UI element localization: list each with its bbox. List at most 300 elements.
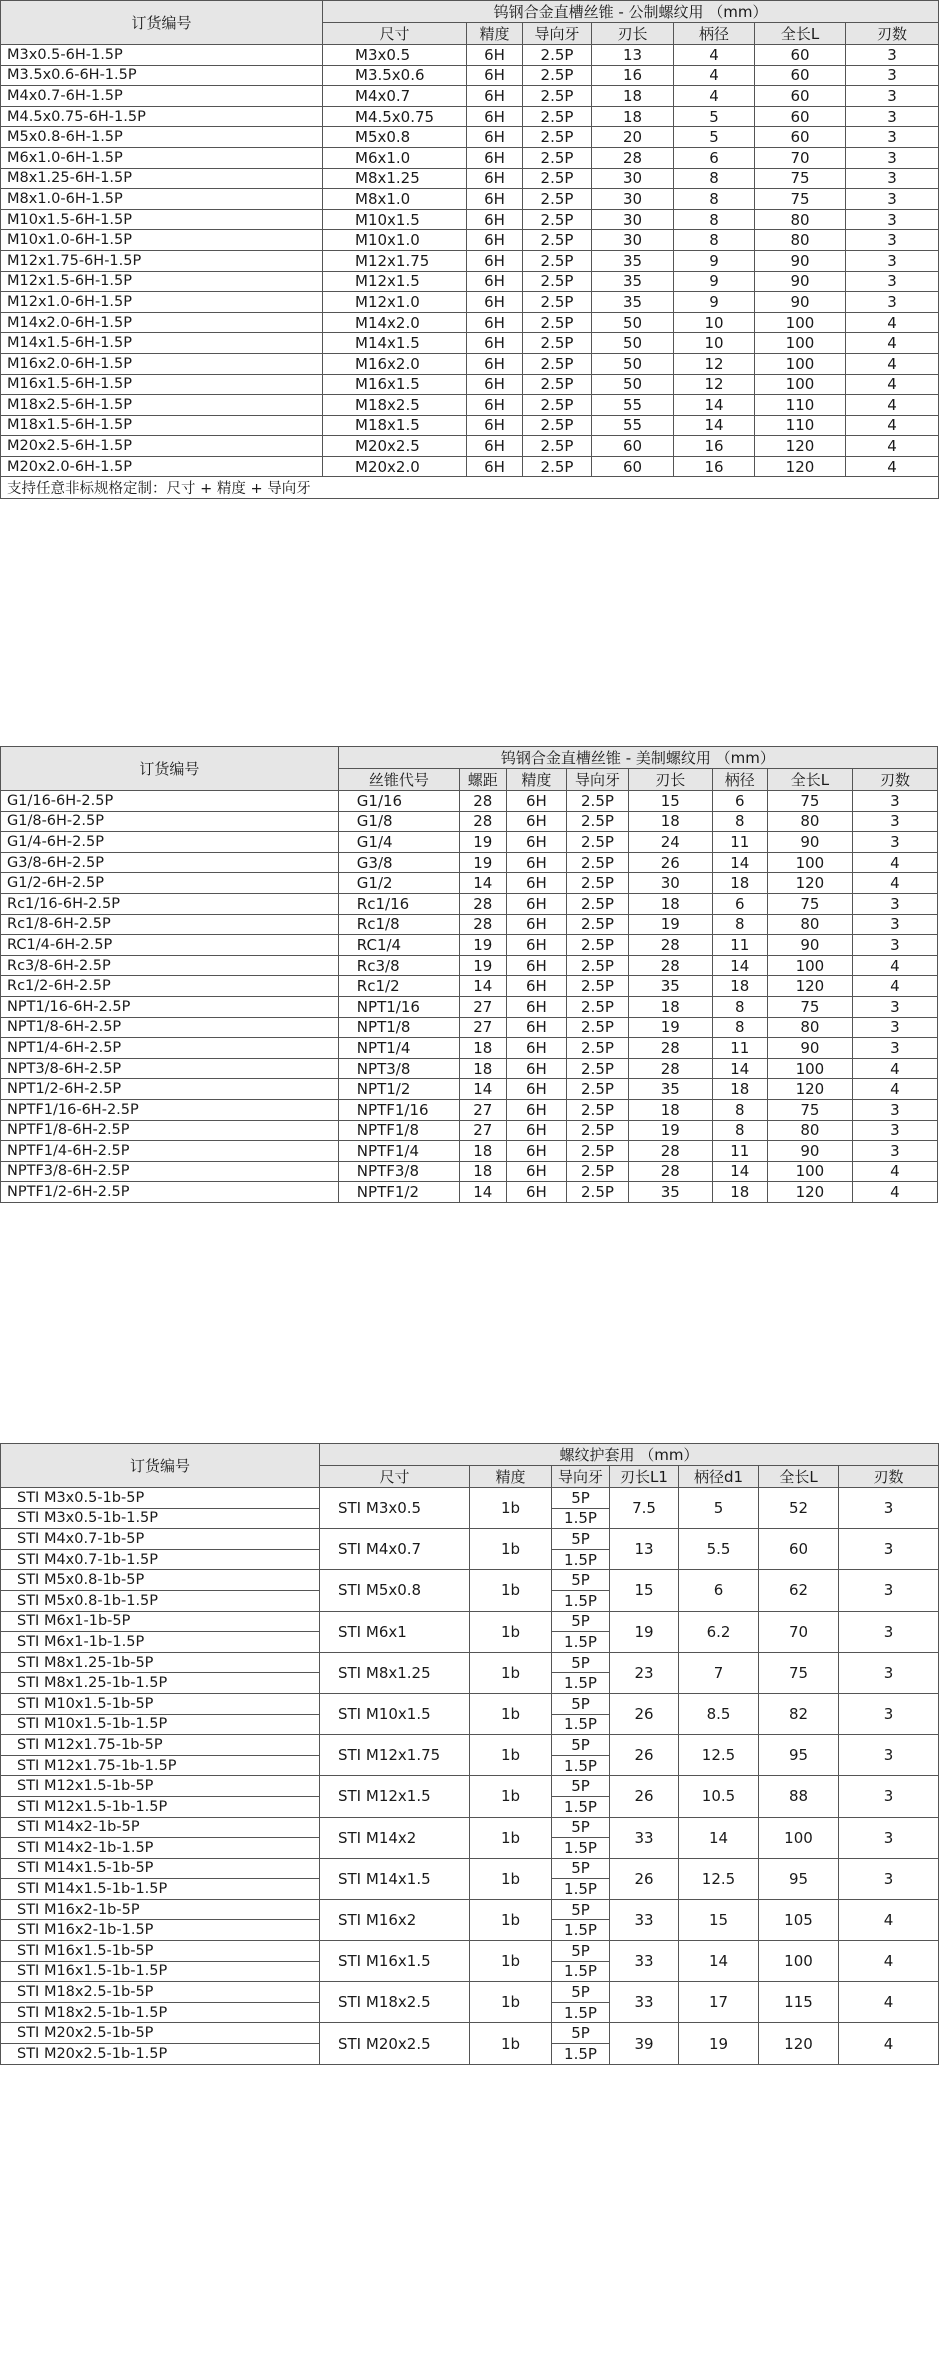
order-code-cell: M20x2.0-6H-1.5P xyxy=(1,456,323,477)
table-title: 钨钢合金直槽丝锥 - 公制螺纹用 （mm） xyxy=(323,1,939,23)
thread-pitch-cell: 18 xyxy=(459,1038,506,1059)
flute-length-cell: 60 xyxy=(592,456,674,477)
shank-diameter-cell: 18 xyxy=(712,1182,767,1203)
order-code-cell: STI M5x0.8-1b-1.5P xyxy=(1,1590,320,1611)
size-cell: STI M14x1.5 xyxy=(320,1858,470,1899)
column-header: 螺距 xyxy=(459,769,506,791)
order-code-cell: M14x2.0-6H-1.5P xyxy=(1,312,323,333)
order-code-cell: STI M6x1-1b-1.5P xyxy=(1,1632,320,1653)
guide-thread-cell: 5P xyxy=(552,1529,610,1550)
guide-thread-cell: 2.5P xyxy=(523,45,592,66)
table-row xyxy=(1,147,939,168)
guide-thread-cell: 2.5P xyxy=(523,86,592,107)
order-code-cell: NPTF1/8-6H-2.5P xyxy=(1,1120,339,1141)
guide-thread-cell: 1.5P xyxy=(552,1714,610,1735)
flute-count-cell: 3 xyxy=(846,147,939,168)
flute-length-cell: 28 xyxy=(628,935,712,956)
overall-length-cell: 60 xyxy=(755,106,846,127)
order-code-cell: M18x1.5-6H-1.5P xyxy=(1,415,323,436)
flute-count-cell: 3 xyxy=(852,1038,937,1059)
flute-count-cell: 3 xyxy=(852,996,937,1017)
flute-length-cell: 30 xyxy=(592,168,674,189)
size-cell: STI M16x1.5 xyxy=(320,1941,470,1982)
flute-count-cell: 4 xyxy=(839,1982,939,2023)
overall-length-cell: 120 xyxy=(767,1079,852,1100)
flute-count-cell: 3 xyxy=(846,45,939,66)
order-code-cell: M8x1.25-6H-1.5P xyxy=(1,168,323,189)
shank-diameter-cell: 7 xyxy=(679,1652,759,1693)
tolerance-cell: 6H xyxy=(467,189,523,210)
overall-length-cell: 52 xyxy=(759,1488,839,1529)
tolerance-cell: 6H xyxy=(467,292,523,313)
flute-length-cell: 19 xyxy=(628,1017,712,1038)
guide-thread-cell: 5P xyxy=(552,1899,610,1920)
guide-thread-cell: 5P xyxy=(552,1652,610,1673)
flute-length-cell: 55 xyxy=(592,395,674,416)
tolerance-cell: 6H xyxy=(467,168,523,189)
flute-count-cell: 4 xyxy=(846,415,939,436)
thread-pitch-cell: 18 xyxy=(459,1058,506,1079)
guide-thread-cell: 2.5P xyxy=(523,436,592,457)
column-header: 精度 xyxy=(467,23,523,45)
table-row xyxy=(1,914,938,935)
guide-thread-cell: 1.5P xyxy=(552,1920,610,1941)
guide-thread-cell: 2.5P xyxy=(567,1099,629,1120)
flute-length-cell: 18 xyxy=(628,811,712,832)
order-code-cell: STI M5x0.8-1b-5P xyxy=(1,1570,320,1591)
metric-tap-table xyxy=(0,0,939,499)
table-row xyxy=(1,893,938,914)
table-row xyxy=(1,955,938,976)
tolerance-cell: 6H xyxy=(506,1079,567,1100)
table-row xyxy=(1,45,939,66)
table-row xyxy=(1,1817,939,1838)
overall-length-cell: 100 xyxy=(759,1941,839,1982)
overall-length-cell: 80 xyxy=(767,811,852,832)
guide-thread-cell: 2.5P xyxy=(523,374,592,395)
table-row xyxy=(1,935,938,956)
guide-thread-cell: 2.5P xyxy=(523,333,592,354)
order-code-cell: STI M10x1.5-1b-1.5P xyxy=(1,1714,320,1735)
guide-thread-cell: 2.5P xyxy=(567,1038,629,1059)
flute-count-cell: 3 xyxy=(852,893,937,914)
flute-count-cell: 4 xyxy=(846,436,939,457)
flute-count-cell: 3 xyxy=(846,250,939,271)
guide-thread-cell: 5P xyxy=(552,1858,610,1879)
guide-thread-cell: 2.5P xyxy=(523,292,592,313)
order-code-cell: STI M16x1.5-1b-1.5P xyxy=(1,1961,320,1982)
order-code-cell: M10x1.0-6H-1.5P xyxy=(1,230,323,251)
order-code-cell: M16x1.5-6H-1.5P xyxy=(1,374,323,395)
column-header: 丝锥代号 xyxy=(338,769,459,791)
shank-diameter-cell: 19 xyxy=(679,2023,759,2064)
guide-thread-cell: 2.5P xyxy=(523,189,592,210)
order-code-cell: M3x0.5-6H-1.5P xyxy=(1,45,323,66)
order-code-cell: Rc1/16-6H-2.5P xyxy=(1,893,339,914)
tap-code-cell: G3/8 xyxy=(338,852,459,873)
guide-thread-cell: 1.5P xyxy=(552,1673,610,1694)
order-code-cell: M14x1.5-6H-1.5P xyxy=(1,333,323,354)
thread-pitch-cell: 27 xyxy=(459,1099,506,1120)
tap-code-cell: G1/2 xyxy=(338,873,459,894)
tolerance-cell: 1b xyxy=(470,1776,552,1817)
thread-pitch-cell: 18 xyxy=(459,1161,506,1182)
shank-diameter-cell: 8 xyxy=(674,189,755,210)
order-code-cell: RC1/4-6H-2.5P xyxy=(1,935,339,956)
table-row xyxy=(1,811,938,832)
guide-thread-cell: 1.5P xyxy=(552,1508,610,1529)
flute-length-cell: 28 xyxy=(628,1141,712,1162)
order-code-cell: STI M14x2-1b-5P xyxy=(1,1817,320,1838)
order-code-cell: M4x0.7-6H-1.5P xyxy=(1,86,323,107)
shank-diameter-cell: 5 xyxy=(674,106,755,127)
tolerance-cell: 1b xyxy=(470,1982,552,2023)
order-code-cell: NPT3/8-6H-2.5P xyxy=(1,1058,339,1079)
flute-length-cell: 18 xyxy=(592,86,674,107)
overall-length-cell: 120 xyxy=(767,1182,852,1203)
flute-length-cell: 19 xyxy=(610,1611,679,1652)
order-code-cell: STI M20x2.5-1b-5P xyxy=(1,2023,320,2044)
tolerance-cell: 6H xyxy=(467,147,523,168)
tap-code-cell: NPT3/8 xyxy=(338,1058,459,1079)
flute-length-cell: 7.5 xyxy=(610,1488,679,1529)
order-code-cell: Rc1/2-6H-2.5P xyxy=(1,976,339,997)
size-cell: M10x1.5 xyxy=(323,209,467,230)
guide-thread-cell: 2.5P xyxy=(523,415,592,436)
flute-length-cell: 18 xyxy=(628,1099,712,1120)
flute-length-cell: 33 xyxy=(610,1982,679,2023)
overall-length-cell: 100 xyxy=(767,1058,852,1079)
thread-pitch-cell: 19 xyxy=(459,935,506,956)
size-cell: STI M20x2.5 xyxy=(320,2023,470,2064)
flute-length-cell: 35 xyxy=(628,976,712,997)
guide-thread-cell: 2.5P xyxy=(567,852,629,873)
flute-length-cell: 13 xyxy=(610,1529,679,1570)
shank-diameter-cell: 10.5 xyxy=(679,1776,759,1817)
tolerance-cell: 1b xyxy=(470,2023,552,2064)
overall-length-cell: 75 xyxy=(767,996,852,1017)
flute-length-cell: 30 xyxy=(592,209,674,230)
flute-count-cell: 3 xyxy=(846,127,939,148)
size-cell: STI M5x0.8 xyxy=(320,1570,470,1611)
tolerance-cell: 6H xyxy=(506,832,567,853)
flute-count-cell: 4 xyxy=(852,873,937,894)
column-header: 刃长 xyxy=(628,769,712,791)
shank-diameter-cell: 11 xyxy=(712,935,767,956)
table-row xyxy=(1,852,938,873)
guide-thread-cell: 5P xyxy=(552,1982,610,2003)
order-code-cell: STI M8x1.25-1b-5P xyxy=(1,1652,320,1673)
flute-count-cell: 4 xyxy=(852,955,937,976)
order-code-cell: M8x1.0-6H-1.5P xyxy=(1,189,323,210)
overall-length-cell: 70 xyxy=(755,147,846,168)
tolerance-cell: 6H xyxy=(506,1017,567,1038)
thread-pitch-cell: 14 xyxy=(459,873,506,894)
shank-diameter-cell: 8 xyxy=(712,1099,767,1120)
flute-length-cell: 26 xyxy=(610,1776,679,1817)
table-row xyxy=(1,1858,939,1879)
flute-length-cell: 28 xyxy=(628,955,712,976)
flute-length-cell: 50 xyxy=(592,374,674,395)
overall-length-cell: 80 xyxy=(755,209,846,230)
order-code-cell: M3.5x0.6-6H-1.5P xyxy=(1,65,323,86)
column-header: 柄径d1 xyxy=(679,1466,759,1488)
tolerance-cell: 6H xyxy=(467,333,523,354)
column-header: 尺寸 xyxy=(320,1466,470,1488)
shank-diameter-cell: 9 xyxy=(674,250,755,271)
overall-length-cell: 82 xyxy=(759,1693,839,1734)
thread-pitch-cell: 28 xyxy=(459,791,506,812)
flute-length-cell: 30 xyxy=(592,230,674,251)
flute-count-cell: 3 xyxy=(846,189,939,210)
shank-diameter-cell: 16 xyxy=(674,456,755,477)
guide-thread-cell: 1.5P xyxy=(552,1879,610,1900)
flute-count-cell: 3 xyxy=(852,935,937,956)
flute-count-cell: 3 xyxy=(846,86,939,107)
guide-thread-cell: 2.5P xyxy=(523,147,592,168)
guide-thread-cell: 2.5P xyxy=(523,65,592,86)
table-row xyxy=(1,1058,938,1079)
thread-pitch-cell: 27 xyxy=(459,996,506,1017)
tolerance-cell: 6H xyxy=(467,312,523,333)
flute-count-cell: 3 xyxy=(839,1817,939,1858)
order-code-cell: M16x2.0-6H-1.5P xyxy=(1,353,323,374)
tolerance-cell: 6H xyxy=(467,436,523,457)
flute-count-cell: 3 xyxy=(839,1858,939,1899)
american-tap-table xyxy=(0,746,938,1203)
size-cell: STI M16x2 xyxy=(320,1899,470,1940)
flute-count-cell: 3 xyxy=(839,1776,939,1817)
order-code-cell: NPT1/8-6H-2.5P xyxy=(1,1017,339,1038)
guide-thread-cell: 1.5P xyxy=(552,1755,610,1776)
flute-count-cell: 3 xyxy=(852,811,937,832)
guide-thread-cell: 2.5P xyxy=(567,1017,629,1038)
tap-code-cell: Rc1/2 xyxy=(338,976,459,997)
tolerance-cell: 6H xyxy=(506,811,567,832)
order-code-cell: STI M8x1.25-1b-1.5P xyxy=(1,1673,320,1694)
order-code-cell: G1/2-6H-2.5P xyxy=(1,873,339,894)
overall-length-cell: 62 xyxy=(759,1570,839,1611)
size-cell: STI M10x1.5 xyxy=(320,1693,470,1734)
flute-length-cell: 35 xyxy=(592,271,674,292)
overall-length-cell: 75 xyxy=(759,1652,839,1693)
overall-length-cell: 120 xyxy=(755,456,846,477)
table-row xyxy=(1,1652,939,1673)
guide-thread-cell: 1.5P xyxy=(552,1838,610,1859)
order-code-cell: Rc3/8-6H-2.5P xyxy=(1,955,339,976)
tap-code-cell: NPTF1/16 xyxy=(338,1099,459,1120)
tolerance-cell: 1b xyxy=(470,1817,552,1858)
shank-diameter-cell: 6 xyxy=(674,147,755,168)
overall-length-cell: 75 xyxy=(755,168,846,189)
tolerance-cell: 6H xyxy=(506,893,567,914)
tolerance-cell: 1b xyxy=(470,1488,552,1529)
guide-thread-cell: 1.5P xyxy=(552,2044,610,2065)
overall-length-cell: 75 xyxy=(755,189,846,210)
table-row xyxy=(1,230,939,251)
size-cell: STI M4x0.7 xyxy=(320,1529,470,1570)
tap-code-cell: Rc1/8 xyxy=(338,914,459,935)
size-cell: STI M8x1.25 xyxy=(320,1652,470,1693)
guide-thread-cell: 2.5P xyxy=(523,106,592,127)
size-cell: STI M12x1.5 xyxy=(320,1776,470,1817)
tolerance-cell: 6H xyxy=(506,976,567,997)
overall-length-cell: 115 xyxy=(759,1982,839,2023)
column-header: 导向牙 xyxy=(523,23,592,45)
order-code-cell: STI M10x1.5-1b-5P xyxy=(1,1693,320,1714)
size-cell: STI M6x1 xyxy=(320,1611,470,1652)
column-header: 全长L xyxy=(767,769,852,791)
flute-length-cell: 50 xyxy=(592,353,674,374)
flute-length-cell: 18 xyxy=(592,106,674,127)
flute-length-cell: 28 xyxy=(628,1038,712,1059)
tolerance-cell: 6H xyxy=(467,415,523,436)
overall-length-cell: 120 xyxy=(755,436,846,457)
guide-thread-cell: 1.5P xyxy=(552,1590,610,1611)
size-cell: M4x0.7 xyxy=(323,86,467,107)
guide-thread-cell: 1.5P xyxy=(552,2002,610,2023)
order-code-cell: NPT1/2-6H-2.5P xyxy=(1,1079,339,1100)
flute-length-cell: 19 xyxy=(628,914,712,935)
column-header: 刃数 xyxy=(852,769,937,791)
size-cell: M5x0.8 xyxy=(323,127,467,148)
size-cell: M18x1.5 xyxy=(323,415,467,436)
tolerance-cell: 1b xyxy=(470,1735,552,1776)
table-row xyxy=(1,1161,938,1182)
tolerance-cell: 6H xyxy=(467,86,523,107)
flute-count-cell: 3 xyxy=(852,1141,937,1162)
overall-length-cell: 90 xyxy=(755,292,846,313)
overall-length-cell: 100 xyxy=(759,1817,839,1858)
shank-diameter-cell: 14 xyxy=(679,1941,759,1982)
table-row xyxy=(1,976,938,997)
flute-length-cell: 33 xyxy=(610,1941,679,1982)
overall-length-cell: 90 xyxy=(755,271,846,292)
order-code-cell: G1/8-6H-2.5P xyxy=(1,811,339,832)
tap-code-cell: NPT1/16 xyxy=(338,996,459,1017)
tolerance-cell: 6H xyxy=(467,65,523,86)
tolerance-cell: 6H xyxy=(467,127,523,148)
tolerance-cell: 6H xyxy=(467,250,523,271)
guide-thread-cell: 5P xyxy=(552,1735,610,1756)
order-code-cell: STI M16x2-1b-1.5P xyxy=(1,1920,320,1941)
flute-count-cell: 4 xyxy=(839,1941,939,1982)
shank-diameter-cell: 10 xyxy=(674,333,755,354)
table-row xyxy=(1,1982,939,2003)
order-code-cell: STI M4x0.7-1b-5P xyxy=(1,1529,320,1550)
flute-count-cell: 3 xyxy=(839,1529,939,1570)
table-row xyxy=(1,209,939,230)
order-code-cell: NPTF1/16-6H-2.5P xyxy=(1,1099,339,1120)
overall-length-cell: 90 xyxy=(767,1141,852,1162)
flute-count-cell: 4 xyxy=(852,976,937,997)
order-code-cell: NPT1/16-6H-2.5P xyxy=(1,996,339,1017)
tolerance-cell: 6H xyxy=(467,374,523,395)
flute-length-cell: 24 xyxy=(628,832,712,853)
flute-count-cell: 4 xyxy=(846,312,939,333)
shank-diameter-cell: 15 xyxy=(679,1899,759,1940)
flute-length-cell: 13 xyxy=(592,45,674,66)
guide-thread-cell: 5P xyxy=(552,1488,610,1509)
shank-diameter-cell: 14 xyxy=(712,1058,767,1079)
overall-length-cell: 90 xyxy=(767,935,852,956)
flute-length-cell: 18 xyxy=(628,893,712,914)
tolerance-cell: 1b xyxy=(470,1529,552,1570)
shank-diameter-cell: 16 xyxy=(674,436,755,457)
table-row xyxy=(1,1529,939,1550)
thread-pitch-cell: 27 xyxy=(459,1017,506,1038)
guide-thread-cell: 2.5P xyxy=(567,1182,629,1203)
shank-diameter-cell: 8 xyxy=(674,230,755,251)
thread-pitch-cell: 28 xyxy=(459,893,506,914)
tolerance-cell: 6H xyxy=(506,1161,567,1182)
table-row xyxy=(1,292,939,313)
overall-length-cell: 100 xyxy=(767,1161,852,1182)
tolerance-cell: 6H xyxy=(506,1120,567,1141)
tolerance-cell: 6H xyxy=(467,106,523,127)
flute-count-cell: 3 xyxy=(846,106,939,127)
overall-length-cell: 60 xyxy=(755,86,846,107)
guide-thread-cell: 2.5P xyxy=(567,791,629,812)
order-code-cell: STI M14x1.5-1b-5P xyxy=(1,1858,320,1879)
flute-length-cell: 26 xyxy=(610,1858,679,1899)
overall-length-cell: 90 xyxy=(755,250,846,271)
guide-thread-cell: 2.5P xyxy=(567,1120,629,1141)
guide-thread-cell: 2.5P xyxy=(567,955,629,976)
order-code-cell: G1/16-6H-2.5P xyxy=(1,791,339,812)
overall-length-cell: 60 xyxy=(755,45,846,66)
flute-length-cell: 33 xyxy=(610,1899,679,1940)
overall-length-cell: 75 xyxy=(767,893,852,914)
shank-diameter-cell: 14 xyxy=(674,395,755,416)
table-title: 钨钢合金直槽丝锥 - 美制螺纹用 （mm） xyxy=(338,747,937,769)
flute-count-cell: 3 xyxy=(852,1017,937,1038)
flute-count-cell: 4 xyxy=(839,2023,939,2064)
tolerance-cell: 6H xyxy=(506,1099,567,1120)
order-code-cell: STI M3x0.5-1b-1.5P xyxy=(1,1508,320,1529)
flute-count-cell: 3 xyxy=(852,1099,937,1120)
order-code-cell: STI M20x2.5-1b-1.5P xyxy=(1,2044,320,2065)
guide-thread-cell: 2.5P xyxy=(523,250,592,271)
overall-length-cell: 90 xyxy=(767,1038,852,1059)
guide-thread-cell: 1.5P xyxy=(552,1961,610,1982)
flute-length-cell: 23 xyxy=(610,1652,679,1693)
tolerance-cell: 1b xyxy=(470,1611,552,1652)
order-code-cell: M6x1.0-6H-1.5P xyxy=(1,147,323,168)
guide-thread-cell: 2.5P xyxy=(567,1058,629,1079)
table-row xyxy=(1,436,939,457)
overall-length-cell: 88 xyxy=(759,1776,839,1817)
flute-count-cell: 3 xyxy=(839,1570,939,1611)
column-header: 刃长 xyxy=(592,23,674,45)
table-row xyxy=(1,832,938,853)
order-no-header: 订货编号 xyxy=(1,1444,320,1488)
thread-pitch-cell: 19 xyxy=(459,852,506,873)
insert-tap-table xyxy=(0,1443,939,2065)
flute-count-cell: 4 xyxy=(852,1161,937,1182)
shank-diameter-cell: 11 xyxy=(712,1141,767,1162)
table-row xyxy=(1,395,939,416)
guide-thread-cell: 2.5P xyxy=(567,832,629,853)
tolerance-cell: 6H xyxy=(467,456,523,477)
tap-code-cell: NPTF3/8 xyxy=(338,1161,459,1182)
order-code-cell: STI M12x1.75-1b-5P xyxy=(1,1735,320,1756)
flute-count-cell: 3 xyxy=(846,230,939,251)
size-cell: M3x0.5 xyxy=(323,45,467,66)
table-row xyxy=(1,127,939,148)
order-code-cell: G3/8-6H-2.5P xyxy=(1,852,339,873)
tolerance-cell: 1b xyxy=(470,1570,552,1611)
